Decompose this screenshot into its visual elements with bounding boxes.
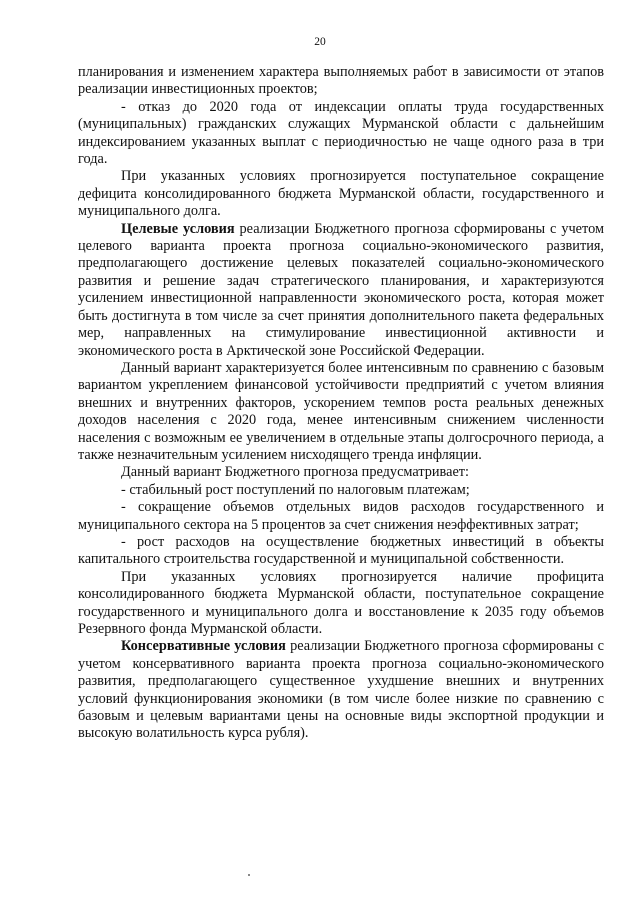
list-item-expense-reduction: - сокращение объемов отдельных видов расходов государственного и муниципального сектора на 5 процентов за счет снижения неэффективных затрат; bbox=[78, 499, 604, 533]
list-item-investment-growth: - рост расходов на осуществление бюджетных инвестиций в объекты капитального строительства государственной и муниципальной собственности. bbox=[78, 533, 604, 568]
paragraph-surplus-forecast: При указанных условиях прогнозируется наличие профицита консолидированного бюджета Мурманской области, поступательное сокращение государственного и муниципального долга и восстановление к 2035 году объемов Резервного фонда Мурманской области. bbox=[78, 568, 604, 637]
term-conservative-conditions: Консервативные условия bbox=[121, 638, 286, 655]
list-item-salary-indexation: - отказ до 2020 года от индексации оплаты труда государственных (муниципальных) гражданских служащих Мурманской области с дальнейшим индексированием указанных выплат с периодичностью не чаще одного раза в три года. bbox=[78, 98, 604, 168]
list-item-tax-revenue: - стабильный рост поступлений по налоговым платежам; bbox=[121, 481, 470, 498]
paragraph-variant-provides: Данный вариант Бюджетного прогноза предусматривает: bbox=[121, 464, 470, 481]
paragraph-continuation: планирования и изменением характера выполняемых работ в зависимости от этапов реализации инвестиционных проектов; bbox=[78, 64, 604, 98]
paragraph-conservative-conditions bbox=[78, 638, 604, 742]
paragraph-target-conditions-text: реализации Бюджетного прогноза сформированы с учетом целевого варианта проекта прогноза социально-экономического развития, предполагающего достижение целевых показателей социально-экономического развития и решение задач стратегического планирования, и характеризуются усилением инвестиционной направленности экономического роста, которая может быть достигнута в том числе за счет принятия дополнительного пакета федеральных мер, направленных на стимулирование инвестиционной активности и экономического роста в Арктической зоне Российской Федерации. bbox=[78, 220, 604, 359]
scan-speck bbox=[248, 874, 250, 876]
page-number: 20 bbox=[314, 36, 326, 48]
paragraph-conservative-conditions-text: реализации Бюджетного прогноза сформированы с учетом консервативного варианта проекта прогноза социально-экономического развития, предполагающего существенное ухудшение внешних и внутренних условий функционирования экономики (в том числе более низкие по сравнению с базовым и целевым вариантами цены на основные виды экспортной продукции и высокую волатильность курса рубля). bbox=[78, 638, 604, 742]
document-body bbox=[78, 64, 604, 743]
term-target-conditions: Целевые условия bbox=[121, 220, 235, 237]
paragraph-variant-description: Данный вариант характеризуется более интенсивным по сравнению с базовым вариантом укреплением финансовой устойчивости предприятий с учетом влияния внешних и внутренних факторов, ускорением темпов роста реальных денежных доходов населения с 2020 года, менее интенсивным снижением численности населения с возможным ее увеличением в отдельные этапы долгосрочного периода, а также незначительным усилением нисходящего тренда инфляции. bbox=[78, 359, 604, 463]
paragraph-target-conditions bbox=[78, 221, 604, 360]
paragraph-deficit-reduction: При указанных условиях прогнозируется поступательное сокращение дефицита консолидированного бюджета Мурманской области, государственного и муниципального долга. bbox=[78, 168, 604, 220]
